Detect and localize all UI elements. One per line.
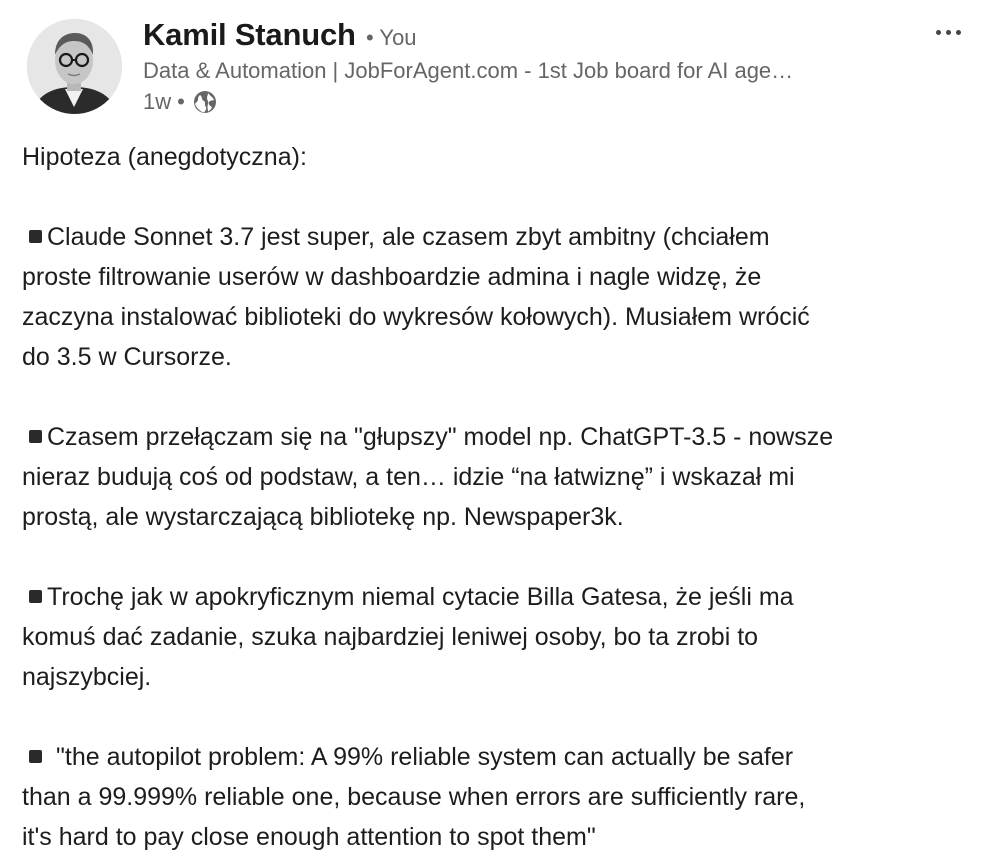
blank-line <box>22 697 982 737</box>
more-options-icon-dot <box>956 30 961 35</box>
blank-line <box>22 377 982 417</box>
meta-separator: • <box>177 89 185 114</box>
post-line: komuś dać zadanie, szuka najbardziej leniwej osoby, bo ta zrobi to <box>22 623 759 651</box>
post-line-text: Trochę jak w apokryficznym niemal cytacie Billa Gatesa, że jeśli ma <box>47 583 794 611</box>
post-line: do 3.5 w Cursorze. <box>22 343 232 371</box>
post-line: than a 99.999% reliable one, because when errors are sufficiently rare, <box>22 783 806 811</box>
post-line: it's hard to pay close enough attention to spot them" <box>22 823 596 851</box>
post-intro: Hipoteza (anegdotyczna): <box>22 143 307 171</box>
author-headline[interactable]: Data & Automation | JobForAgent.com - 1st Job board for AI age… <box>143 58 794 83</box>
more-options-button[interactable] <box>928 18 968 46</box>
post-time[interactable]: 1w <box>143 89 172 114</box>
profile-photo <box>27 19 122 114</box>
post-line-text: Czasem przełączam się na "głupszy" model np. ChatGPT-3.5 - nowsze <box>47 423 834 451</box>
post-line: zaczyna instalować biblioteki do wykresów kołowych). Musiałem wrócić <box>22 303 810 331</box>
black-small-square-icon <box>29 230 42 243</box>
post-meta <box>143 89 218 115</box>
post-line: najszybciej. <box>22 663 152 691</box>
post-line-text: "the autopilot problem: A 99% reliable system can actually be safer <box>56 743 794 771</box>
black-small-square-icon <box>29 750 42 763</box>
more-options-icon <box>936 30 941 35</box>
author-name[interactable]: Kamil Stanuch <box>143 17 356 52</box>
globe-icon <box>192 89 218 115</box>
blank-line <box>22 537 982 577</box>
more-options-icon-dot <box>946 30 951 35</box>
post-line: prostą, ale wystarczającą bibliotekę np. Newspaper3k. <box>22 503 624 531</box>
post-line: nieraz budują coś od podstaw, a ten… idzie “na łatwiznę” i wskazał mi <box>22 463 795 491</box>
black-small-square-icon <box>29 430 42 443</box>
post-line <box>22 737 982 777</box>
author-avatar[interactable] <box>27 19 122 114</box>
post-line-text: Claude Sonnet 3.7 jest super, ale czasem zbyt ambitny (chciałem <box>47 223 770 251</box>
post-line <box>22 577 982 617</box>
post-line <box>22 417 982 457</box>
black-small-square-icon <box>29 590 42 603</box>
connection-degree: • You <box>366 25 417 50</box>
post-line <box>22 217 982 257</box>
post-line: proste filtrowanie userów w dashboardzie admina i nagle widzę, że <box>22 263 762 291</box>
post-body <box>22 137 982 856</box>
blank-line <box>22 177 982 217</box>
